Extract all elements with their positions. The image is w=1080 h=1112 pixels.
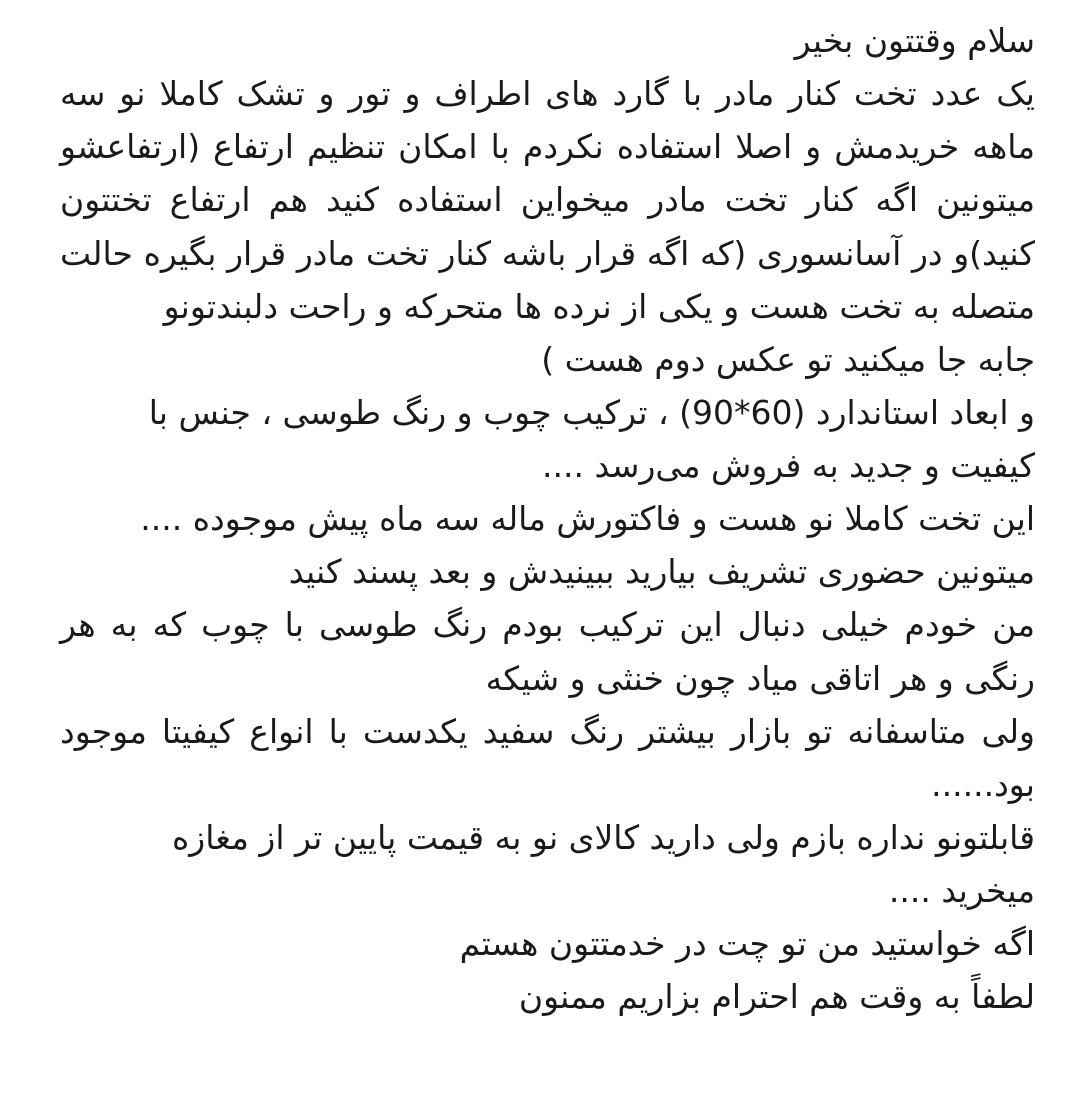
text-line: کنید)و در آسانسوری (که اگه قرار باشه کنار تخت مادر قرار بگیره حالت <box>60 233 1035 273</box>
text-line: و ابعاد استاندارد (60*90) ، ترکیب چوب و رنگ طوسی ، جنس با <box>148 392 1035 432</box>
text-line: اگه خواستید من تو چت در خدمتتون هستم <box>459 924 1035 964</box>
text-line: رنگی و هر اتاقی میاد چون خنثی و شیکه <box>485 658 1035 698</box>
text-line: من خودم خیلی دنبال این ترکیب بودم رنگ طوسی با چوب که به هر <box>60 605 1035 645</box>
scrollbar[interactable] <box>1074 0 1078 1112</box>
text-line: جابه جا میکنید تو عکس دوم هست ) <box>541 339 1035 379</box>
text-line: این تخت کاملا نو هست و فاکتورش ماله سه ماه پیش موجوده .... <box>140 499 1035 539</box>
text-line: یک عدد تخت کنار مادر با گارد های اطراف و تور و تشک کاملا نو سه <box>60 74 1035 114</box>
text-line: متصله به تخت هست و یکی از نرده ها متحرکه و راحت دلبندتونو <box>163 286 1035 326</box>
text-line: قابلتونو نداره بازم ولی دارید کالای نو به قیمت پایین تر از مغازه <box>172 817 1035 857</box>
message-body <box>60 14 1035 1023</box>
text-line: بود...... <box>931 764 1035 804</box>
text-line: میخرید .... <box>888 871 1035 910</box>
text-line: ماهه خریدمش و اصلا استفاده نکردم با امکان تنظیم ارتفاع (ارتفاعشو <box>60 127 1035 167</box>
text-line: میتونین اگه کنار تخت مادر میخواین استفاده کنید هم ارتفاع تختتون <box>60 180 1035 220</box>
text-line: ولی متاسفانه تو بازار بیشتر رنگ سفید یکدست با انواع کیفیتا موجود <box>60 711 1035 751</box>
closing-line: لطفاً به وقت هم احترام بزاریم ممنون <box>518 977 1035 1017</box>
text-line: کیفیت و جدید به فروش می‌رسد .... <box>542 446 1035 485</box>
greeting-line: سلام وقتتون بخیر <box>794 21 1035 60</box>
text-line: میتونین حضوری تشریف بیارید ببینیدش و بعد پسند کنید <box>288 552 1035 592</box>
